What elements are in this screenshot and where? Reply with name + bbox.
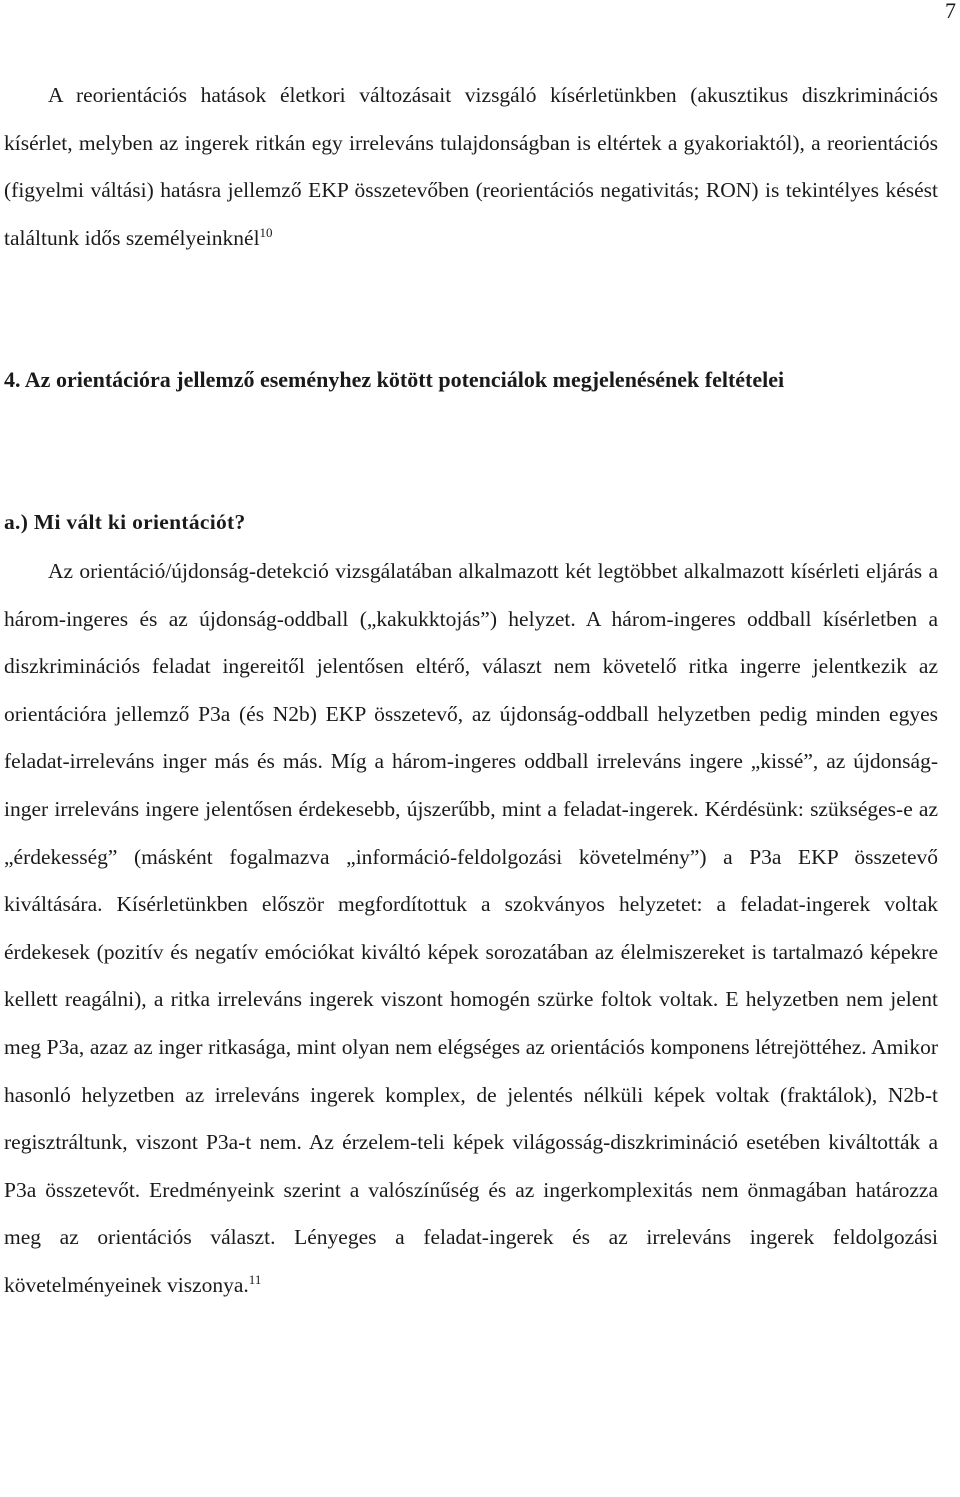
body-paragraph: [4, 548, 938, 1310]
intro-paragraph-text: A reorientációs hatások életkori változásait vizsgáló kísérletünkben (akusztikus diszkriminációs kísérlet, melyben az ingerek ritkán egy irreleváns tulajdonságban is eltértek a gyakoriaktól), a reorientációs (figyelmi váltási) hatásra jellemző EKP összetevőben (reorientációs negativitás; RON) is tekintélyes késést találtunk idős személyeinknél: [4, 83, 938, 250]
footnote-ref-10: 10: [259, 224, 273, 240]
body-paragraph-text: Az orientáció/újdonság-detekció vizsgálatában alkalmazott két legtöbbet alkalmazott kísérleti eljárás a három-ingeres és az újdonság-oddball („kakukktojás”) helyzet. A három-ingeres oddball kísérletben a diszkriminációs feladat ingereitől jelentősen eltérő, választ nem követelő ritka ingerre jelentkezik az orientációra jellemző P3a (és N2b) EKP összetevő, az újdonság-oddball helyzetben pedig minden egyes feladat-irreleváns inger más és más. Míg a három-ingeres oddball irreleváns ingere „kissé”, az újdonság-inger irreleváns ingere jelentősen érdekesebb, újszerűbb, mint a feladat-ingerek. Kérdésünk: szükséges-e az „érdekesség” (másként fogalmazva „információ-feldolgozási követelmény”) a P3a EKP összetevő kiváltására. Kísérletünkben először megfordítottuk a szokványos helyzetet: a feladat-ingerek voltak érdekesek (pozitív és negatív emóciókat kiváltó képek sorozatában az élelmiszereket is tartalmazó képekre kellett reagálni), a ritka irreleváns ingerek viszont homogén szürke foltok voltak. E helyzetben nem jelent meg P3a, azaz az inger ritkasága, mint olyan nem elégséges az orientációs komponens létrejöttéhez. Amikor hasonló helyzetben az irreleváns ingerek komplex, de jelentés nélküli képek voltak (fraktálok), N2b-t regisztráltunk, viszont P3a-t nem. Az érzelem-teli képek világosság-diszkrimináció esetében kiváltották a P3a összetevőt. Eredményeink szerint a valószínűség és az ingerkomplexitás nem önmagában határozza meg az orientációs választ. Lényeges a feladat-ingerek és az irreleváns ingerek feldolgozási követelményeinek viszonya.: [4, 559, 938, 1297]
page-number: 7: [945, 0, 956, 23]
subsection-heading: a.) Mi vált ki orientációt?: [4, 510, 246, 534]
footnote-ref-11: 11: [248, 1271, 262, 1287]
intro-paragraph: [4, 72, 938, 262]
section-heading: 4. Az orientációra jellemző eseményhez kötött potenciálok megjelenésének feltételei: [4, 367, 785, 392]
